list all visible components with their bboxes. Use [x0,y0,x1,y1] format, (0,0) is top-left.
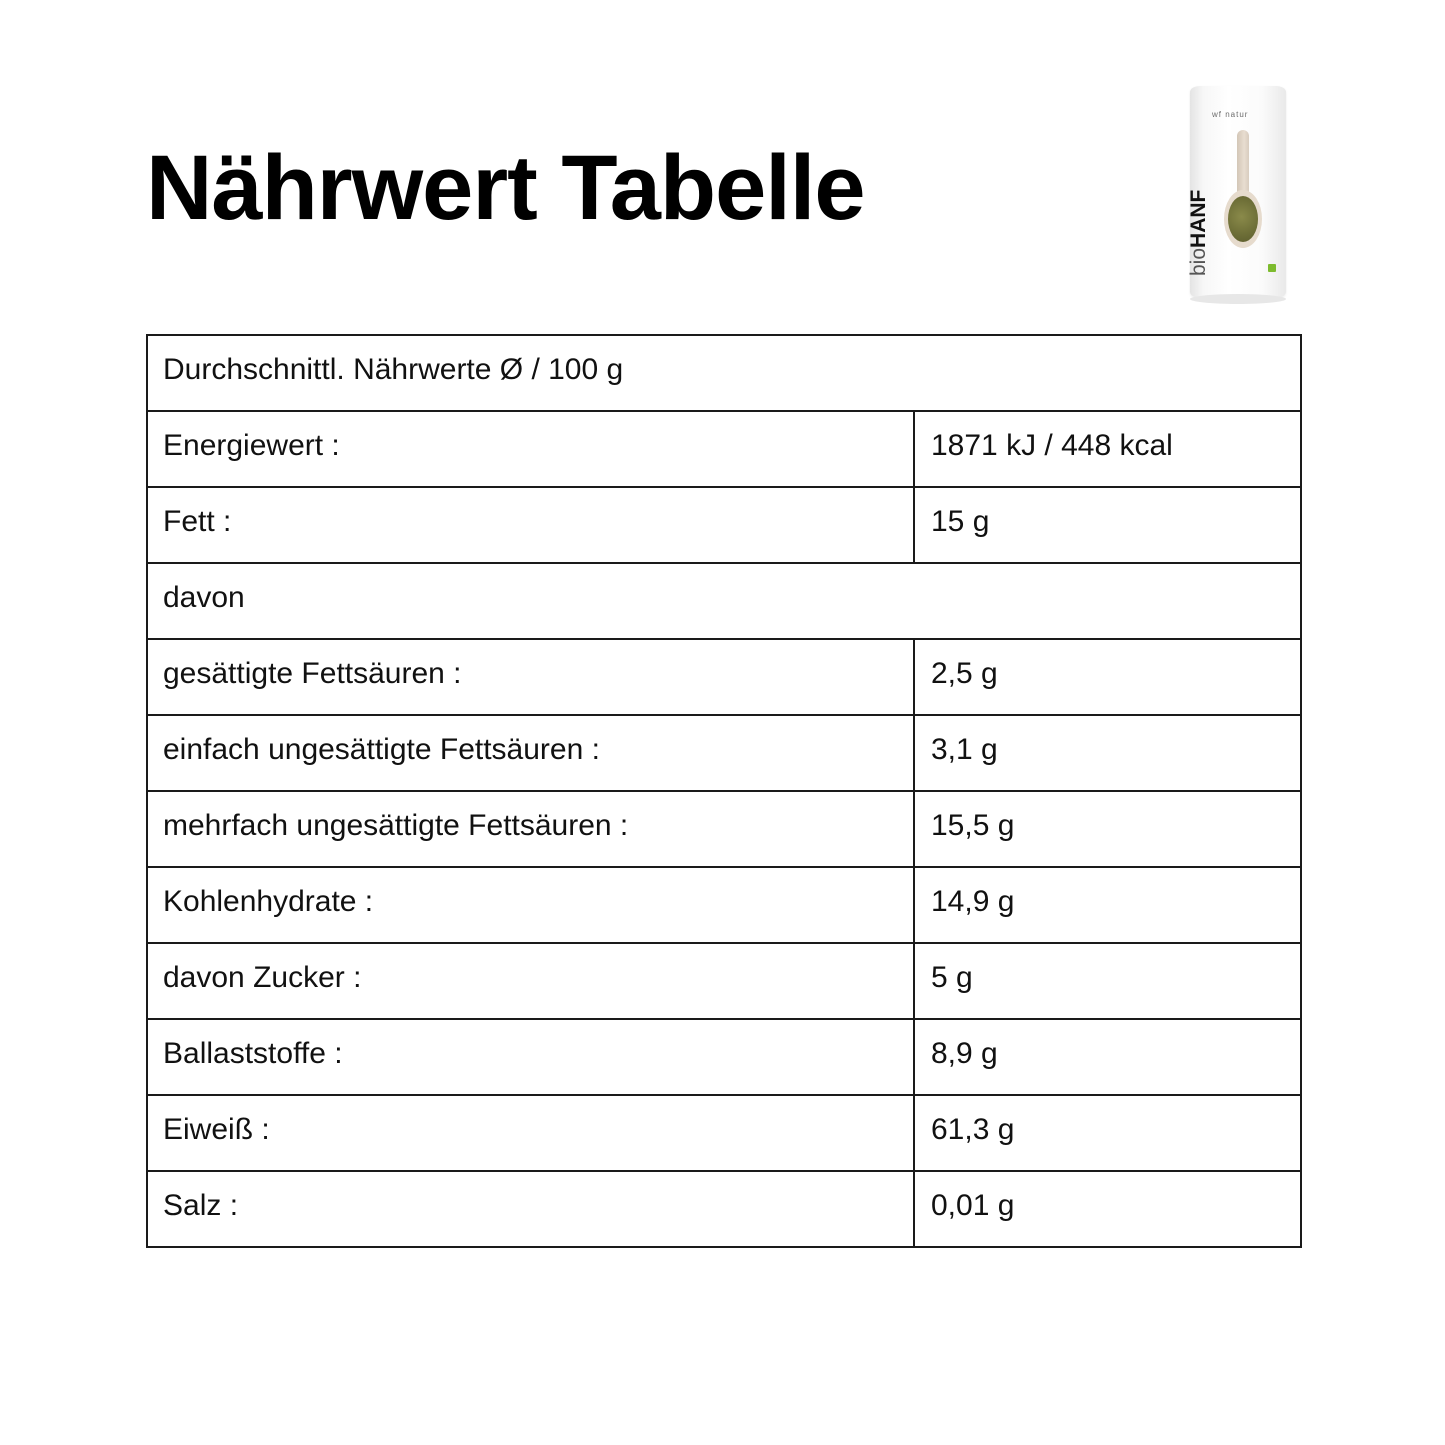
product-name-prefix: bio [1187,247,1210,276]
product-name-main: HANF [1187,189,1210,248]
row-value: 15 g [914,487,1301,563]
eu-organic-leaf-icon [1268,264,1276,272]
nutrition-table [146,334,1302,1248]
row-value: 8,9 g [914,1019,1301,1095]
row-label: Fett : [147,487,914,563]
row-label: gesättigte Fettsäuren : [147,639,914,715]
row-value: 1871 kJ / 448 kcal [914,411,1301,487]
row-value: 0,01 g [914,1171,1301,1247]
table-row [147,1095,1301,1171]
table-row [147,867,1301,943]
table-row [147,1171,1301,1247]
product-name [1188,190,1210,276]
row-value: 61,3 g [914,1095,1301,1171]
table-header-row [147,335,1301,411]
row-label: davon [147,563,1301,639]
row-label: Eiweiß : [147,1095,914,1171]
row-label: Kohlenhydrate : [147,867,914,943]
row-label: Ballaststoffe : [147,1019,914,1095]
row-label: einfach ungesättigte Fettsäuren : [147,715,914,791]
product-image [1186,86,1290,304]
hemp-powder [1228,196,1258,242]
page-title: Nährwert Tabelle [146,137,865,239]
table-header: Durchschnittl. Nährwerte Ø / 100 g [147,335,1301,411]
table-row-subheader [147,563,1301,639]
row-value: 2,5 g [914,639,1301,715]
table-row [147,1019,1301,1095]
can-base [1190,294,1286,304]
row-value: 14,9 g [914,867,1301,943]
row-value: 15,5 g [914,791,1301,867]
table-row [147,715,1301,791]
table-row [147,411,1301,487]
row-label: Salz : [147,1171,914,1247]
row-label: mehrfach ungesättigte Fettsäuren : [147,791,914,867]
table-row [147,943,1301,1019]
row-value: 3,1 g [914,715,1301,791]
table-row [147,487,1301,563]
row-label: Energiewert : [147,411,914,487]
table-row [147,639,1301,715]
row-label: davon Zucker : [147,943,914,1019]
row-value: 5 g [914,943,1301,1019]
table-row [147,791,1301,867]
brand-logo: wf natur [1212,110,1249,119]
